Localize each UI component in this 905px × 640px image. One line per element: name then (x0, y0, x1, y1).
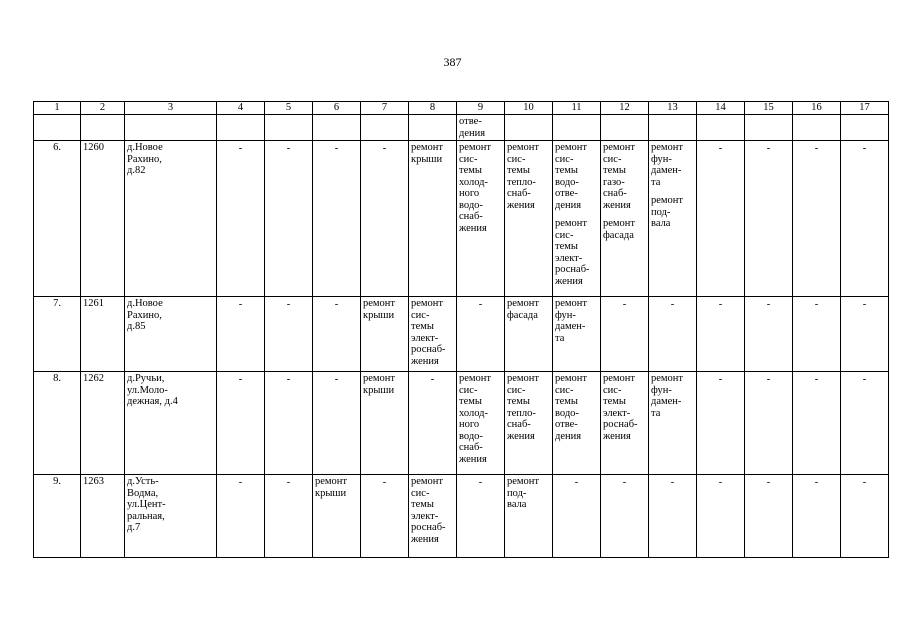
cell-line: сис- (555, 384, 574, 396)
cell-line: холод- (459, 176, 488, 188)
cell-line: та (555, 332, 565, 344)
work-cell-col16: - (793, 475, 841, 558)
cell-line: дамен- (651, 396, 682, 407)
work-cell-col5: - (265, 475, 313, 558)
row-number: 9. (34, 475, 81, 558)
cell-line: ремонт (603, 373, 636, 384)
cell-line: ремонт (459, 142, 492, 153)
page-number: 387 (443, 55, 462, 69)
cell-line: крыши (315, 487, 347, 499)
cell (313, 115, 361, 141)
work-cell-col17: - (841, 475, 889, 558)
cell-line: ного (459, 188, 480, 199)
cell-line: ремонт (651, 373, 684, 384)
cell-line: вала (507, 499, 527, 510)
cell-line: фасада (507, 309, 538, 321)
work-cell-col10 (505, 141, 553, 297)
cell-line: жения (411, 533, 439, 545)
cell-line: д.Усть- (127, 476, 159, 487)
column-header: 13 (649, 102, 697, 115)
cell-line: ремонт (651, 195, 684, 206)
cell-line: жения (603, 430, 631, 442)
cell-line: д.7 (127, 522, 141, 533)
cell-line: ремонт (411, 476, 444, 487)
cell (505, 115, 553, 141)
cell-line: ремонт (603, 142, 636, 153)
cell-line: ремонт (651, 142, 684, 153)
column-header: 7 (361, 102, 409, 115)
work-cell-col12 (601, 141, 649, 297)
cell-line: водо- (459, 430, 483, 442)
table-row (34, 475, 889, 558)
column-header: 6 (313, 102, 361, 115)
cell-line: сис- (507, 384, 526, 396)
cell-line: ральная, (127, 510, 165, 522)
cell-line: дамен- (651, 165, 682, 176)
cell-line: ремонт (507, 298, 540, 309)
cell-line: отве- (555, 188, 578, 199)
work-cell-col9: - (457, 475, 505, 558)
cell (649, 115, 697, 141)
work-cell-col17: - (841, 141, 889, 297)
cell-line: крыши (363, 309, 395, 321)
work-cell-col5: - (265, 141, 313, 297)
cell-line: темы (411, 499, 434, 510)
cell-line: жения (459, 453, 487, 465)
cell-line: роснаб- (411, 522, 446, 533)
work-cell-col7: - (361, 475, 409, 558)
cell-line: ремонт (555, 142, 588, 153)
cell-line: ремонт (507, 476, 540, 487)
work-cell-col4: - (217, 297, 265, 372)
cell-line: ремонт (315, 476, 348, 487)
cell-line: ул.Моло- (127, 384, 168, 396)
work-cell-col15: - (745, 475, 793, 558)
cell (793, 115, 841, 141)
column-header: 4 (217, 102, 265, 115)
cell-line: вала (651, 218, 671, 229)
table-row (34, 372, 889, 475)
work-cell-col14: - (697, 372, 745, 475)
cell-line: сис- (411, 309, 430, 321)
work-cell-col4: - (217, 475, 265, 558)
cell-line: под- (507, 487, 527, 499)
cell-line: снаб- (459, 442, 483, 453)
work-cell-col13: - (649, 297, 697, 372)
cell-line: Водма, (127, 487, 159, 499)
cell-line: темы (603, 396, 626, 407)
address-cell (125, 297, 217, 372)
cell-line: ремонт (363, 298, 396, 309)
cell-line: снаб- (507, 188, 531, 199)
cell-line: темы (507, 396, 530, 407)
address-cell (125, 372, 217, 475)
cell-line: жения (507, 199, 535, 211)
work-cell-col8 (409, 297, 457, 372)
work-cell-col14: - (697, 297, 745, 372)
cell-line: ремонт (555, 373, 588, 384)
cell-line: дамен- (555, 321, 586, 332)
works-table (33, 101, 889, 558)
work-cell-col8 (409, 475, 457, 558)
cell-line: дежная, д.4 (127, 396, 178, 407)
cell (361, 115, 409, 141)
cell (457, 115, 505, 141)
column-header: 15 (745, 102, 793, 115)
column-header: 3 (125, 102, 217, 115)
work-cell-col16: - (793, 372, 841, 475)
work-cell-col14: - (697, 141, 745, 297)
cell (841, 115, 889, 141)
table-row (34, 297, 889, 372)
cell-line: элект- (411, 332, 439, 344)
work-cell-col12 (601, 372, 649, 475)
work-cell-col9 (457, 141, 505, 297)
cell (601, 115, 649, 141)
cell-line: сис- (411, 487, 430, 499)
cell-line: сис- (555, 153, 574, 165)
cell-line: сис- (459, 384, 478, 396)
cell-line: ремонт (411, 142, 444, 153)
work-cell-col10 (505, 475, 553, 558)
address-cell (125, 475, 217, 558)
cell-line: фасада (603, 229, 634, 241)
column-header: 5 (265, 102, 313, 115)
row-code: 1263 (81, 475, 125, 558)
work-cell-col13: - (649, 475, 697, 558)
work-cell-col17: - (841, 297, 889, 372)
cell-line: тепло- (507, 407, 536, 419)
column-header: 17 (841, 102, 889, 115)
cell-line: жения (555, 275, 583, 287)
cell-line: ул.Цент- (127, 499, 166, 510)
cell-line: сис- (507, 153, 526, 165)
column-header: 12 (601, 102, 649, 115)
cell-line: дения (555, 430, 582, 442)
row-code: 1261 (81, 297, 125, 372)
cell (265, 115, 313, 141)
cell-line: газо- (603, 176, 625, 188)
cell-line: тепло- (507, 176, 536, 188)
row-number: 7. (34, 297, 81, 372)
cell-line: темы (411, 321, 434, 332)
cell-line: ремонт (411, 298, 444, 309)
cell-line: сис- (603, 384, 622, 396)
work-cell-col8: - (409, 372, 457, 475)
cell (745, 115, 793, 141)
cell (81, 115, 125, 141)
cell-line: ремонт (363, 373, 396, 384)
cell-line: ремонт (555, 218, 588, 229)
work-cell-col12: - (601, 475, 649, 558)
work-cell-col15: - (745, 141, 793, 297)
cell-line: роснаб- (411, 344, 446, 355)
work-cell-col15: - (745, 372, 793, 475)
work-cell-col11 (553, 297, 601, 372)
work-cell-col14: - (697, 475, 745, 558)
cell-line: ремонт (459, 373, 492, 384)
work-cell-col6: - (313, 297, 361, 372)
row-number: 8. (34, 372, 81, 475)
cell-line: элект- (555, 252, 583, 264)
cell-line: под- (651, 206, 671, 218)
work-cell-col4: - (217, 141, 265, 297)
cell-line: крыши (411, 153, 443, 165)
cell-line: д.Новое (127, 298, 163, 309)
cell-line: водо- (555, 176, 579, 188)
cell-line: фун- (651, 153, 672, 165)
work-cell-col8 (409, 141, 457, 297)
cell-line: крыши (363, 384, 395, 396)
work-cell-col5: - (265, 372, 313, 475)
cell-line: ного (459, 419, 480, 430)
cell-line: темы (555, 396, 578, 407)
work-cell-col10 (505, 372, 553, 475)
column-header: 9 (457, 102, 505, 115)
row-code: 1262 (81, 372, 125, 475)
column-header: 16 (793, 102, 841, 115)
cell-line: темы (459, 396, 482, 407)
cell-line: элект- (411, 510, 439, 522)
column-header: 14 (697, 102, 745, 115)
work-cell-col16: - (793, 141, 841, 297)
cell-line: темы (459, 165, 482, 176)
table-row (34, 141, 889, 297)
cell-line: ремонт (555, 298, 588, 309)
cell-line: снаб- (507, 419, 531, 430)
column-header: 11 (553, 102, 601, 115)
cell-line: сис- (555, 229, 574, 241)
cell (409, 115, 457, 141)
header-row (34, 102, 889, 115)
cell-line: темы (603, 165, 626, 176)
cell-line: фун- (651, 384, 672, 396)
cell-line: фун- (555, 309, 576, 321)
work-cell-col9 (457, 372, 505, 475)
work-cell-col7 (361, 297, 409, 372)
continued-row (34, 115, 889, 141)
column-header: 10 (505, 102, 553, 115)
address-cell (125, 141, 217, 297)
row-number: 6. (34, 141, 81, 297)
work-cell-col12: - (601, 297, 649, 372)
cell-line: та (651, 176, 661, 188)
cell-line: ремонт (507, 373, 540, 384)
work-cell-col7 (361, 372, 409, 475)
work-cell-col4: - (217, 372, 265, 475)
cell-line: роснаб- (603, 419, 638, 430)
cell-line: жения (411, 355, 439, 367)
work-cell-col16: - (793, 297, 841, 372)
row-code: 1260 (81, 141, 125, 297)
work-cell-col17: - (841, 372, 889, 475)
cell-line: сис- (459, 153, 478, 165)
cell-line: та (651, 407, 661, 419)
cell-line: Рахино, (127, 153, 162, 165)
cell-line: элект- (603, 407, 631, 419)
cell-line: снаб- (459, 211, 483, 222)
cell-line: д.85 (127, 321, 146, 332)
work-cell-col6: - (313, 372, 361, 475)
cell (125, 115, 217, 141)
work-cell-col10 (505, 297, 553, 372)
cell-line: темы (555, 165, 578, 176)
cell (553, 115, 601, 141)
work-cell-col7: - (361, 141, 409, 297)
cell-line: отве- (459, 116, 482, 127)
cell-line: темы (507, 165, 530, 176)
cell-line: жения (603, 199, 631, 211)
cell-line: снаб- (603, 188, 627, 199)
cell-line: д.Ручьи, (127, 373, 165, 384)
work-cell-col15: - (745, 297, 793, 372)
cell-line: жения (507, 430, 535, 442)
cell-line: сис- (603, 153, 622, 165)
cell-line: Рахино, (127, 309, 162, 321)
cell-line: роснаб- (555, 264, 590, 275)
work-cell-col13 (649, 141, 697, 297)
cell-line: отве- (555, 419, 578, 430)
cell-line: д.Новое (127, 142, 163, 153)
column-header: 8 (409, 102, 457, 115)
work-cell-col6 (313, 475, 361, 558)
cell-line: водо- (459, 199, 483, 211)
column-header: 1 (34, 102, 81, 115)
work-cell-col11 (553, 372, 601, 475)
cell (697, 115, 745, 141)
cell-line: водо- (555, 407, 579, 419)
work-cell-col13 (649, 372, 697, 475)
work-cell-col9: - (457, 297, 505, 372)
cell-line: холод- (459, 407, 488, 419)
work-cell-col6: - (313, 141, 361, 297)
work-cell-col5: - (265, 297, 313, 372)
cell-line: жения (459, 222, 487, 234)
work-cell-col11: - (553, 475, 601, 558)
work-cell-col11 (553, 141, 601, 297)
cell-line: ремонт (507, 142, 540, 153)
cell (217, 115, 265, 141)
cell (34, 115, 81, 141)
cell-line: дения (555, 199, 582, 211)
cell-line: темы (555, 241, 578, 252)
column-header: 2 (81, 102, 125, 115)
cell-line: дения (459, 127, 486, 139)
cell-line: д.82 (127, 165, 146, 176)
cell-line: ремонт (603, 218, 636, 229)
